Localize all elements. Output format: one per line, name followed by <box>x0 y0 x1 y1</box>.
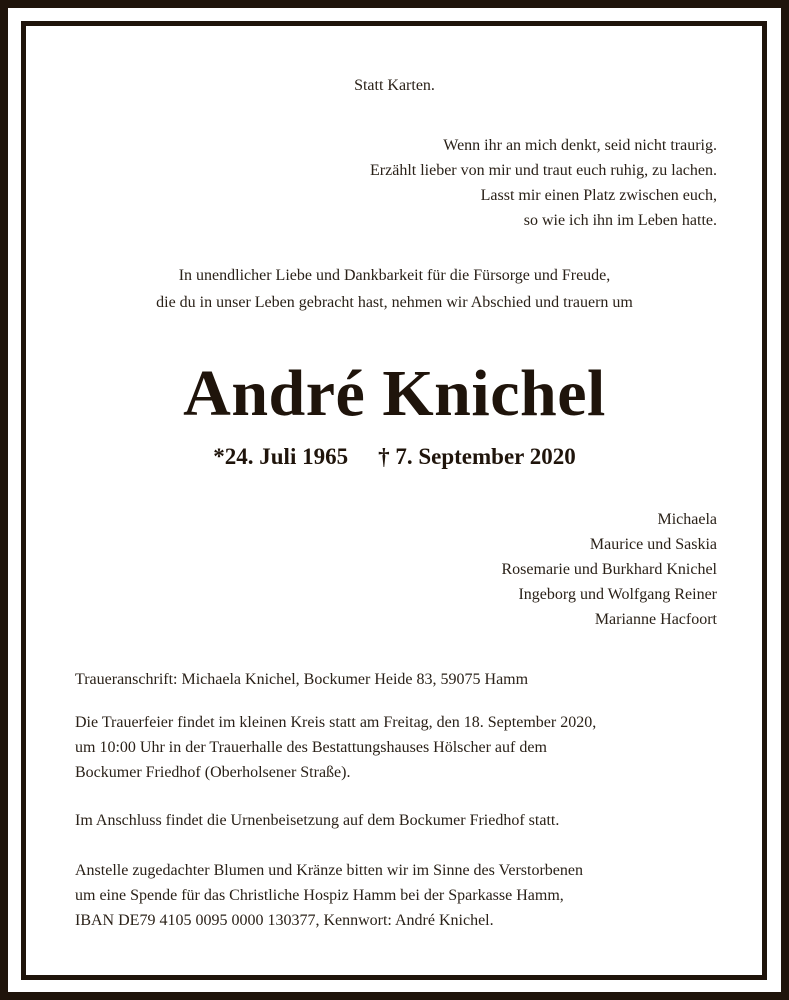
ceremony-line: Bockumer Friedhof (Oberholsener Straße). <box>75 764 351 781</box>
address-line: Traueranschrift: Michaela Knichel, Bockumer Heide 83, 59075 Hamm <box>75 671 529 688</box>
birth-star-icon: * <box>213 444 225 469</box>
ceremony-line: Die Trauerfeier findet im kleinen Kreis statt am Freitag, den 18. September 2020, <box>75 714 597 731</box>
burial-line: Im Anschluss findet die Urnenbeisetzung auf dem Bockumer Friedhof statt. <box>75 812 560 829</box>
mourner: Marianne Hacfoort <box>594 611 717 628</box>
dedication <box>0 262 789 316</box>
death-date: 7. September 2020 <box>395 444 576 469</box>
life-dates <box>0 444 789 470</box>
mourning-address <box>75 667 715 692</box>
poem-line: Lasst mir einen Platz zwischen euch, <box>480 187 717 204</box>
donation-info <box>75 858 715 933</box>
burial-info <box>75 808 715 833</box>
death-cross-icon: † <box>378 444 390 469</box>
deceased-name: André Knichel <box>183 357 606 430</box>
mourner: Maurice und Saskia <box>589 536 717 553</box>
intro-text: Statt Karten. <box>354 77 435 94</box>
dedication-line: In unendlicher Liebe und Dankbarkeit für die Fürsorge und Freude, <box>178 267 611 284</box>
poem-line: Erzählt lieber von mir und traut euch ruhig, zu lachen. <box>370 162 717 179</box>
donation-line: Anstelle zugedachter Blumen und Kränze bitten wir im Sinne des Verstorbenen <box>75 862 584 879</box>
donation-line: um eine Spende für das Christliche Hospiz Hamm bei der Sparkasse Hamm, <box>75 887 564 904</box>
mourners-list <box>502 507 718 632</box>
mourner: Rosemarie und Burkhard Knichel <box>501 561 717 578</box>
mourner: Ingeborg und Wolfgang Reiner <box>518 586 717 603</box>
mourner: Michaela <box>657 511 717 528</box>
ceremony-line: um 10:00 Uhr in der Trauerhalle des Bestattungshauses Hölscher auf dem <box>75 739 547 756</box>
poem-line: Wenn ihr an mich denkt, seid nicht traurig. <box>443 137 717 154</box>
dedication-line: die du in unser Leben gebracht hast, nehmen wir Abschied und trauern um <box>156 294 633 311</box>
poem <box>370 133 717 233</box>
ceremony-info <box>75 710 715 785</box>
donation-line: IBAN DE79 4105 0095 0000 130377, Kennwort: André Knichel. <box>75 912 494 929</box>
birth-date: 24. Juli 1965 <box>224 444 349 469</box>
poem-line: so wie ich ihn im Leben hatte. <box>523 212 717 229</box>
